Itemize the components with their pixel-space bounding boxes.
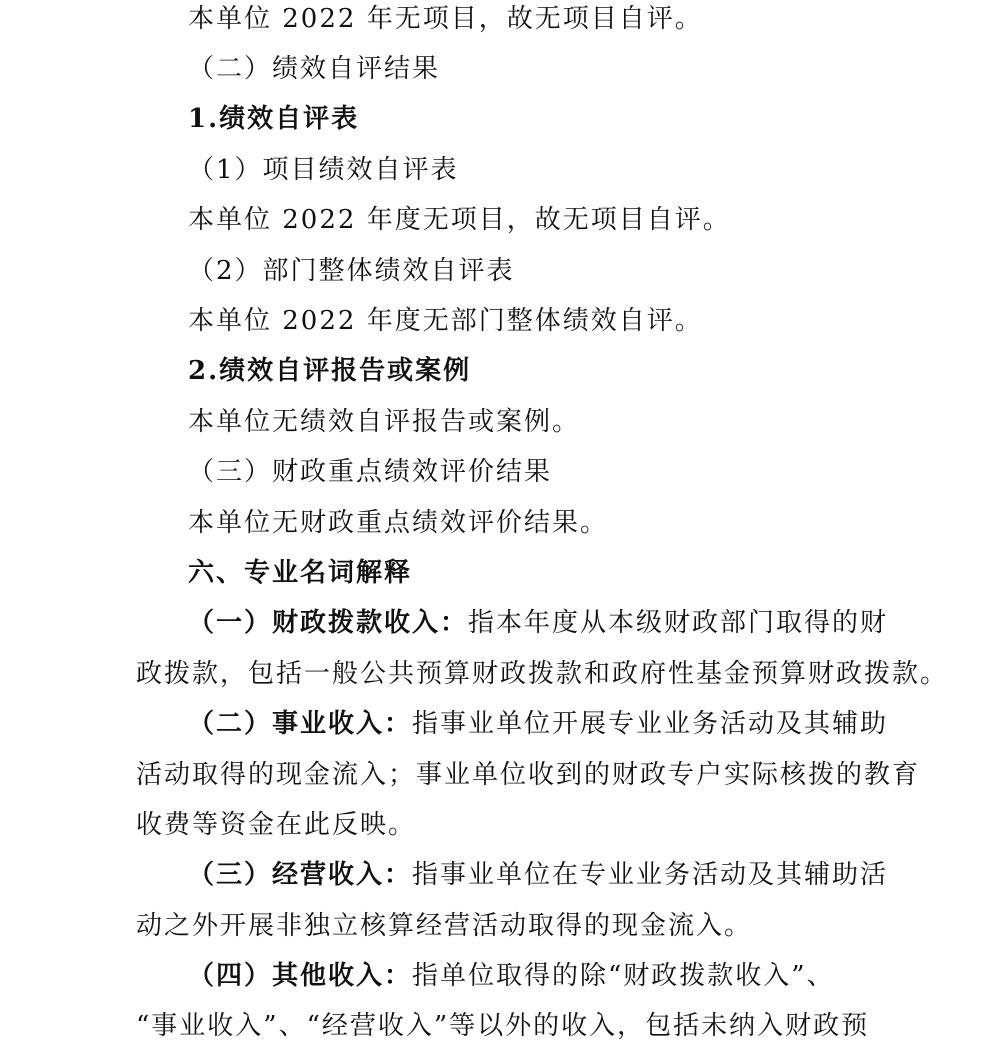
- glossary-term: （三）经营收入：: [188, 860, 413, 890]
- glossary-definition: 指事业单位开展专业业务活动及其辅助: [412, 709, 889, 739]
- text-line-key-eval-none: 本单位无财政重点绩效评价结果。: [188, 508, 609, 538]
- text-line-department-none: 本单位 2022 年度无部门整体绩效自评。: [188, 306, 703, 336]
- glossary-item-business-income: [188, 699, 896, 749]
- glossary-continuation: 政拨款，包括一般公共预算财政拨款和政府性基金预算财政拨款。: [136, 659, 949, 689]
- subheading-department-eval-table: （2）部门整体绩效自评表: [188, 256, 515, 286]
- glossary-term: （一）财政拨款收入：: [188, 608, 469, 638]
- heading-self-eval-table: 1.绩效自评表: [188, 104, 360, 134]
- glossary-definition: 指本年度从本级财政部门取得的财: [468, 608, 889, 638]
- heading-glossary: 六、专业名词解释: [188, 558, 413, 588]
- glossary-item-fiscal-appropriation: [188, 598, 896, 648]
- glossary-continuation: 动之外开展非独立核算经营活动取得的现金流入。: [136, 911, 753, 941]
- glossary-definition: 指单位取得的除“财政拨款收入”、: [412, 961, 835, 991]
- glossary-continuation: 活动取得的现金流入；事业单位收到的财政专户实际核拨的教育: [136, 760, 921, 790]
- text-line-report-none: 本单位无绩效自评报告或案例。: [188, 407, 581, 437]
- glossary-continuation: 收费等资金在此反映。: [136, 810, 417, 840]
- glossary-item-other-income: [188, 951, 896, 1001]
- glossary-definition: 指事业单位在专业业务活动及其辅助活: [412, 860, 889, 890]
- heading-self-eval-report: 2.绩效自评报告或案例: [188, 356, 472, 386]
- text-line-project-none-2022: 本单位 2022 年度无项目，故无项目自评。: [188, 205, 731, 235]
- text-line-project-none: 本单位 2022 年无项目，故无项目自评。: [188, 4, 703, 34]
- glossary-continuation: “事业收入”、“经营收入”等以外的收入，包括未纳入财政预: [136, 1011, 870, 1041]
- glossary-term: （四）其他收入：: [188, 961, 413, 991]
- glossary-term: （二）事业收入：: [188, 709, 413, 739]
- glossary-item-operating-income: [188, 850, 896, 900]
- subheading-key-eval-result: （三）财政重点绩效评价结果: [188, 457, 553, 487]
- subheading-self-eval-result: （二）绩效自评结果: [188, 54, 441, 84]
- subheading-project-eval-table: （1）项目绩效自评表: [188, 155, 459, 185]
